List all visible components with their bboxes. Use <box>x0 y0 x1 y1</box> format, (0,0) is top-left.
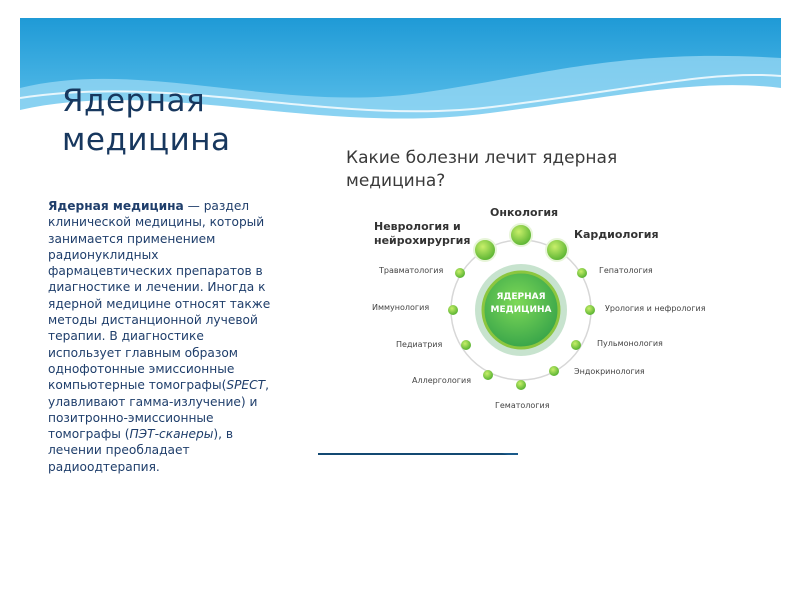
node-cardiology <box>546 239 568 261</box>
node-oncology <box>510 224 532 246</box>
node-allergo <box>483 370 493 380</box>
node-endo <box>549 366 559 376</box>
node-pulmo <box>571 340 581 350</box>
node-hepato <box>577 268 587 278</box>
infographic-title-line1: Какие болезни лечит ядерная <box>346 148 618 168</box>
label-pulmo: Пульмонология <box>597 339 663 348</box>
body-pet: ПЭТ-сканеры <box>129 427 214 442</box>
body-text-3: ), в лечении преобладает радиоодтерапия. <box>48 427 234 474</box>
center-label-line2: МЕДИЦИНА <box>490 305 552 315</box>
body-paragraph <box>48 198 280 475</box>
body-spect: SPECT <box>226 378 266 393</box>
label-neurology-line2: нейрохирургия <box>374 234 471 247</box>
label-neurology <box>374 220 470 248</box>
slide-title <box>62 82 312 160</box>
infographic-title-line2: медицина? <box>346 171 446 191</box>
slide-title-line1: Ядерная <box>62 83 206 119</box>
label-hepato: Гепатология <box>599 266 653 275</box>
body-text-1: — раздел клинической медицины, который занимается применением радионуклидных фармацевтических препаратов в диагностике и лечении. Иногда к ядерной медицине относят также методы дистанционной лучевой терапии. В диагностике использует главным образом однофотонные эмиссионные компьютерные томографы( <box>48 199 271 393</box>
node-neurology <box>474 239 496 261</box>
center-label <box>486 291 556 317</box>
node-trauma <box>455 268 465 278</box>
node-immuno <box>448 305 458 315</box>
body-text-2: , улавливают гамма-излучение) и позитронно-эмиссионные томографы ( <box>48 378 269 442</box>
node-pediatrics <box>461 340 471 350</box>
label-immuno: Иммунология <box>372 303 430 312</box>
infographic-panel <box>318 133 748 453</box>
label-oncology: Онкология <box>490 206 559 219</box>
center-label-line1: ЯДЕРНАЯ <box>496 292 546 302</box>
label-uro: Урология и нефрология <box>605 304 706 313</box>
label-hemato: Гематология <box>495 401 550 410</box>
label-trauma: Травматология <box>379 266 444 275</box>
label-cardiology: Кардиология <box>574 228 659 241</box>
slide-title-line2: медицина <box>62 122 231 158</box>
node-hemato <box>516 380 526 390</box>
label-neurology-line1: Неврология и <box>374 220 461 233</box>
label-pediatrics: Педиатрия <box>396 340 443 349</box>
label-allergo: Аллергология <box>412 376 472 385</box>
label-endo: Эндокринология <box>574 367 645 376</box>
node-uro <box>585 305 595 315</box>
body-lead: Ядерная медицина <box>48 199 184 213</box>
